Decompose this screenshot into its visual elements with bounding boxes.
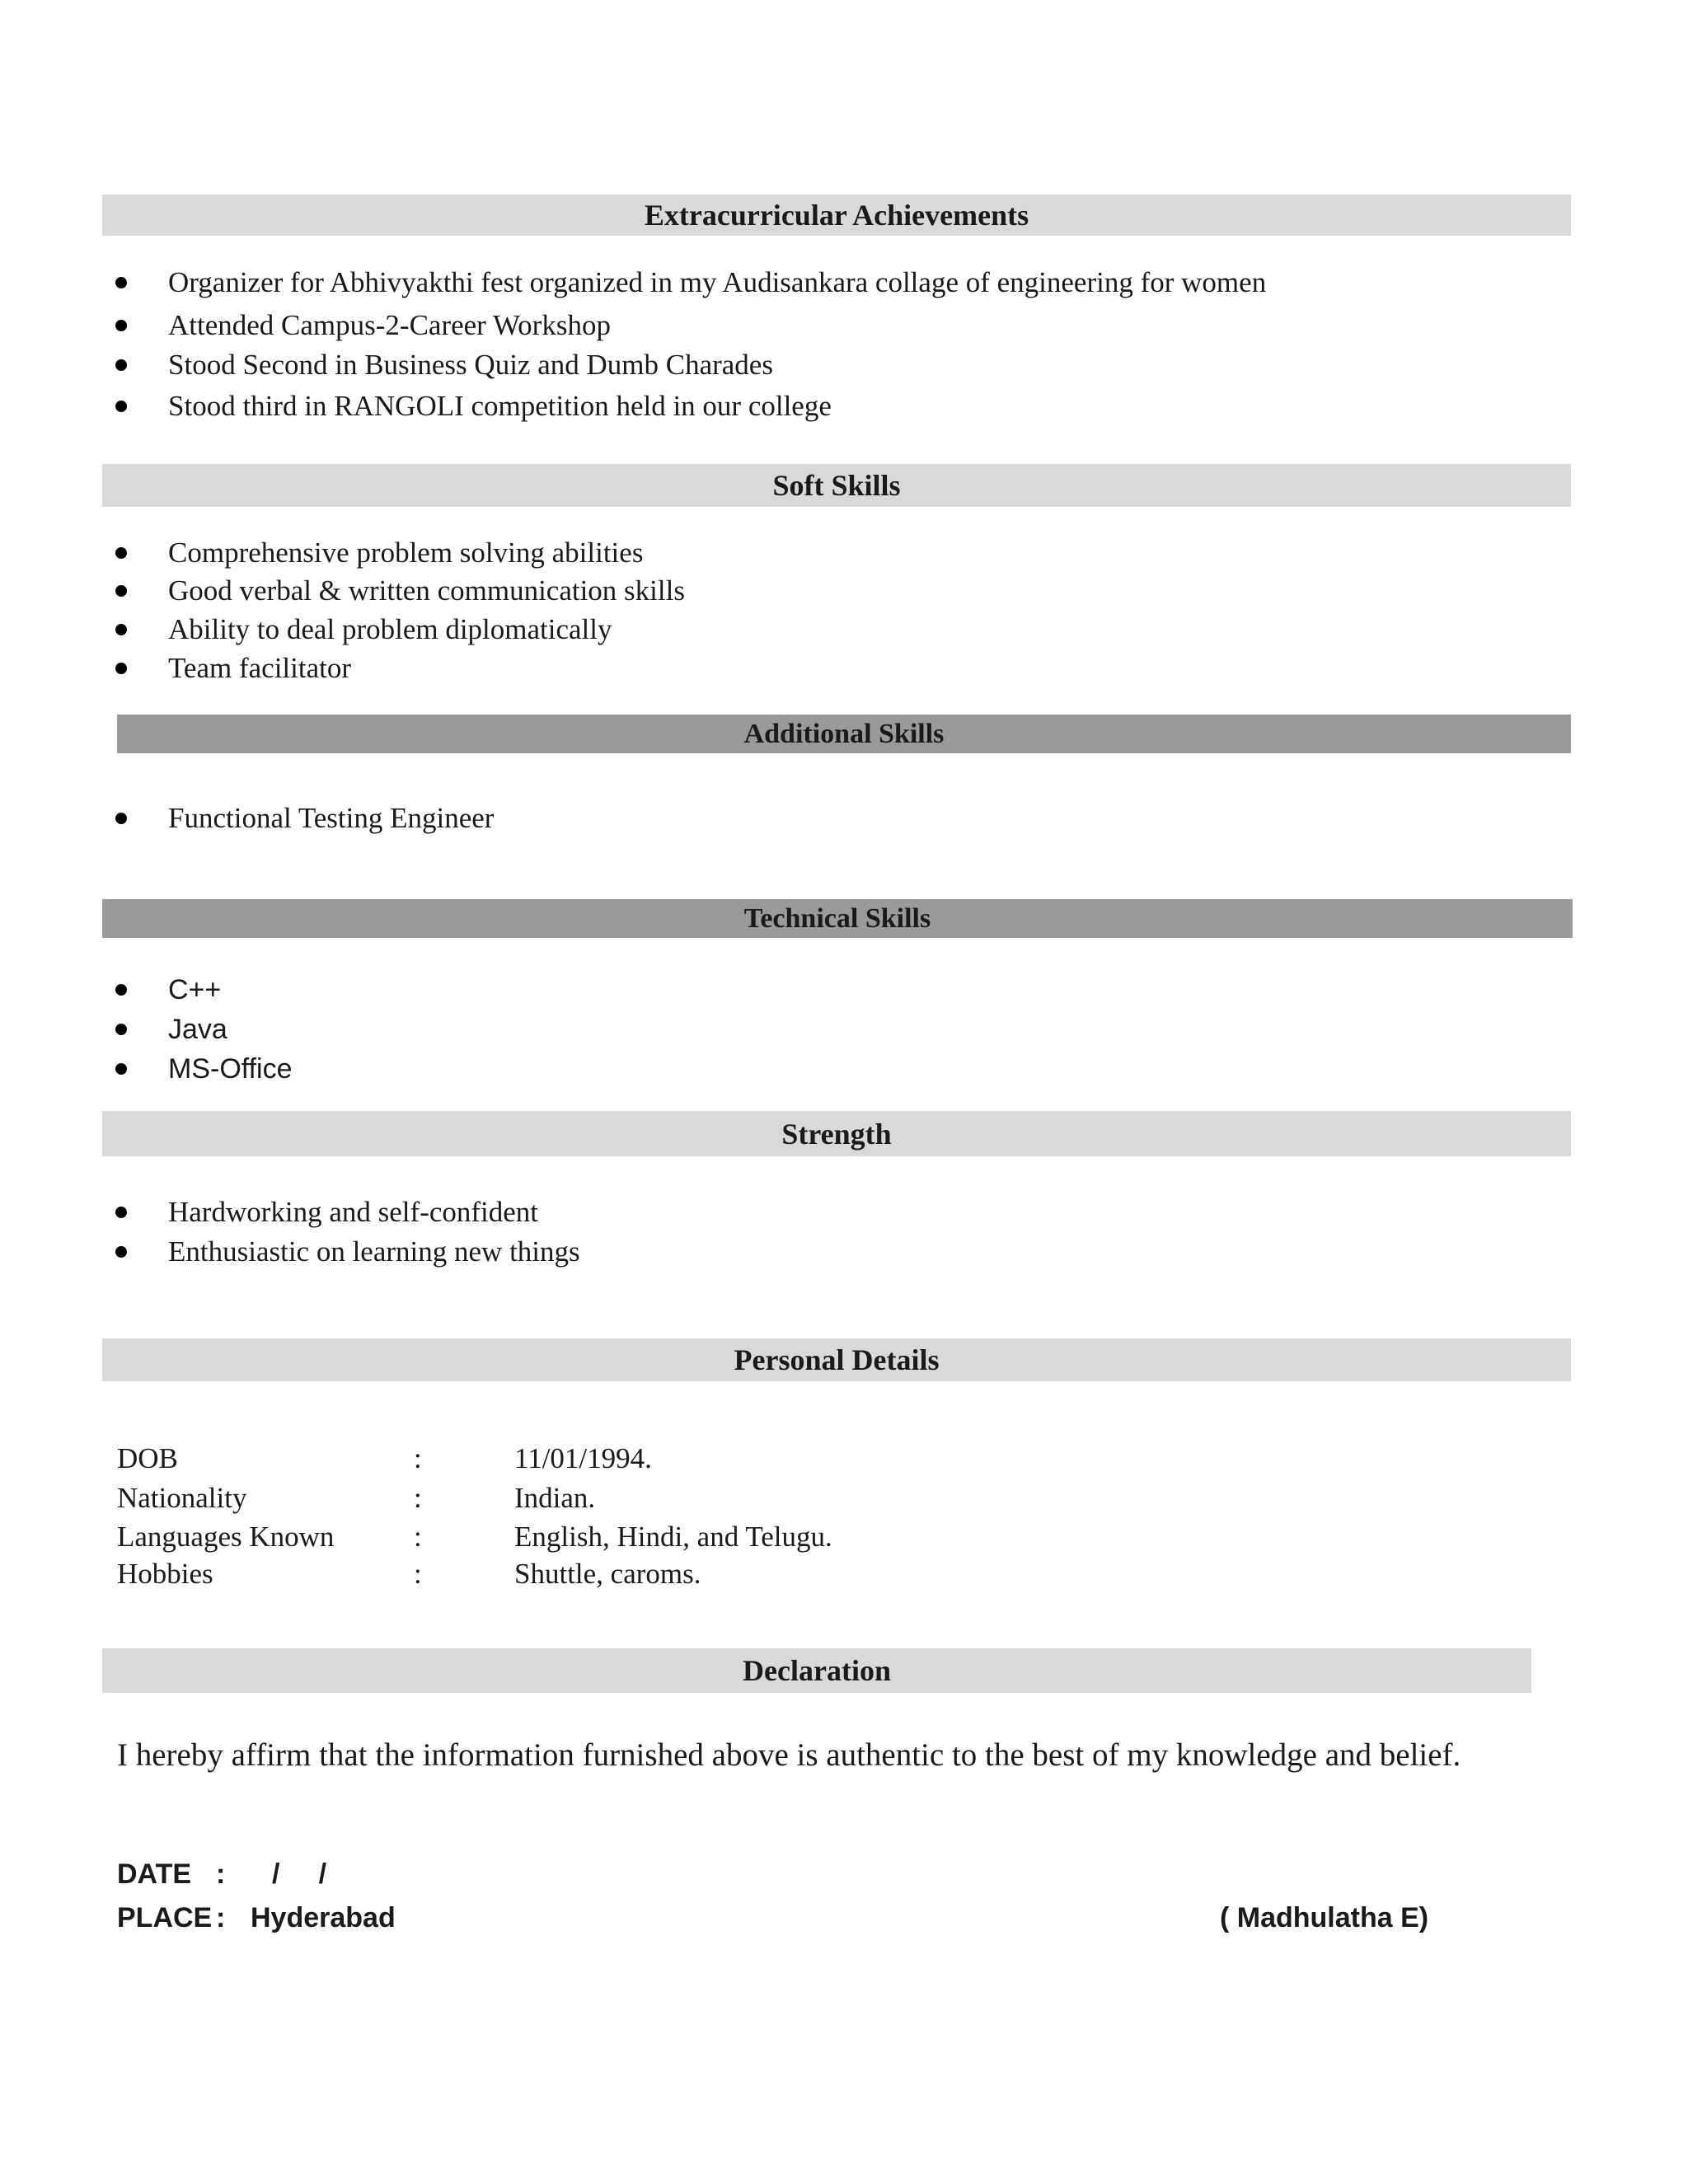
bullet-icon: [115, 984, 127, 996]
section-title: Strength: [781, 1117, 892, 1151]
list-item: Stood third in RANGOLI competition held in our college: [115, 391, 832, 420]
detail-colon: :: [414, 1521, 422, 1553]
section-header-declaration: [102, 1648, 1531, 1693]
list-item: Comprehensive problem solving abilities: [115, 538, 643, 567]
section-header-personal-details: [102, 1338, 1571, 1381]
declaration-text: I hereby affirm that the information furnished above is authentic to the best of my knowledge and belief.: [117, 1737, 1461, 1773]
bullet-icon: [115, 277, 127, 288]
bullet-icon: [115, 320, 127, 331]
detail-colon: :: [414, 1442, 422, 1474]
bullet-icon: [115, 1024, 127, 1035]
list-item: Team facilitator: [115, 654, 351, 682]
bullet-icon: [115, 813, 127, 824]
list-item: Attended Campus-2-Career Workshop: [115, 311, 611, 340]
list-item: Hardworking and self-confident: [115, 1197, 538, 1226]
detail-value: Indian.: [514, 1482, 596, 1514]
detail-value: English, Hindi, and Telugu.: [514, 1521, 832, 1553]
date-colon: :: [216, 1858, 226, 1890]
section-header-strength: [102, 1111, 1571, 1156]
detail-label: Nationality: [117, 1482, 247, 1514]
detail-value: Shuttle, caroms.: [514, 1558, 701, 1590]
date-label: DATE: [117, 1858, 192, 1890]
list-item: C++: [115, 976, 221, 1004]
list-item: Good verbal & written communication skills: [115, 576, 685, 605]
signatory-name: ( Madhulatha E): [1220, 1902, 1429, 1933]
bullet-icon: [115, 1246, 127, 1258]
list-item: Java: [115, 1015, 227, 1043]
detail-colon: :: [414, 1482, 422, 1514]
detail-colon: :: [414, 1558, 422, 1590]
bullet-icon: [115, 1063, 127, 1075]
date-value: / /: [272, 1858, 327, 1890]
detail-value: 11/01/1994.: [514, 1442, 652, 1474]
section-title: Declaration: [743, 1654, 891, 1687]
section-header-technical-skills: [102, 899, 1573, 938]
place-colon: :: [216, 1902, 226, 1933]
list-item: Ability to deal problem diplomatically: [115, 615, 612, 644]
bullet-icon: [115, 401, 127, 412]
list-item: Enthusiastic on learning new things: [115, 1237, 580, 1266]
bullet-icon: [115, 663, 127, 674]
section-header-extracurricular: [102, 194, 1571, 236]
list-item: Functional Testing Engineer: [115, 804, 494, 832]
list-item: Organizer for Abhivyakthi fest organized in my Audisankara collage of engineering for women: [115, 268, 1266, 297]
list-item: MS-Office: [115, 1055, 293, 1083]
detail-label: DOB: [117, 1442, 178, 1474]
place-value: Hyderabad: [251, 1902, 396, 1933]
section-title: Additional Skills: [743, 718, 945, 749]
section-header-additional-skills: [117, 715, 1571, 753]
detail-label: Hobbies: [117, 1558, 213, 1590]
detail-label: Languages Known: [117, 1521, 335, 1553]
bullet-icon: [115, 585, 127, 597]
bullet-icon: [115, 1207, 127, 1218]
bullet-icon: [115, 624, 127, 635]
section-title: Soft Skills: [772, 469, 901, 502]
section-header-soft-skills: [102, 464, 1571, 507]
bullet-icon: [115, 547, 127, 559]
section-title: Technical Skills: [743, 902, 931, 934]
place-label: PLACE: [117, 1902, 213, 1933]
list-item: Stood Second in Business Quiz and Dumb Charades: [115, 350, 773, 379]
section-title: Extracurricular Achievements: [644, 199, 1029, 232]
bullet-icon: [115, 359, 127, 371]
section-title: Personal Details: [734, 1343, 940, 1376]
